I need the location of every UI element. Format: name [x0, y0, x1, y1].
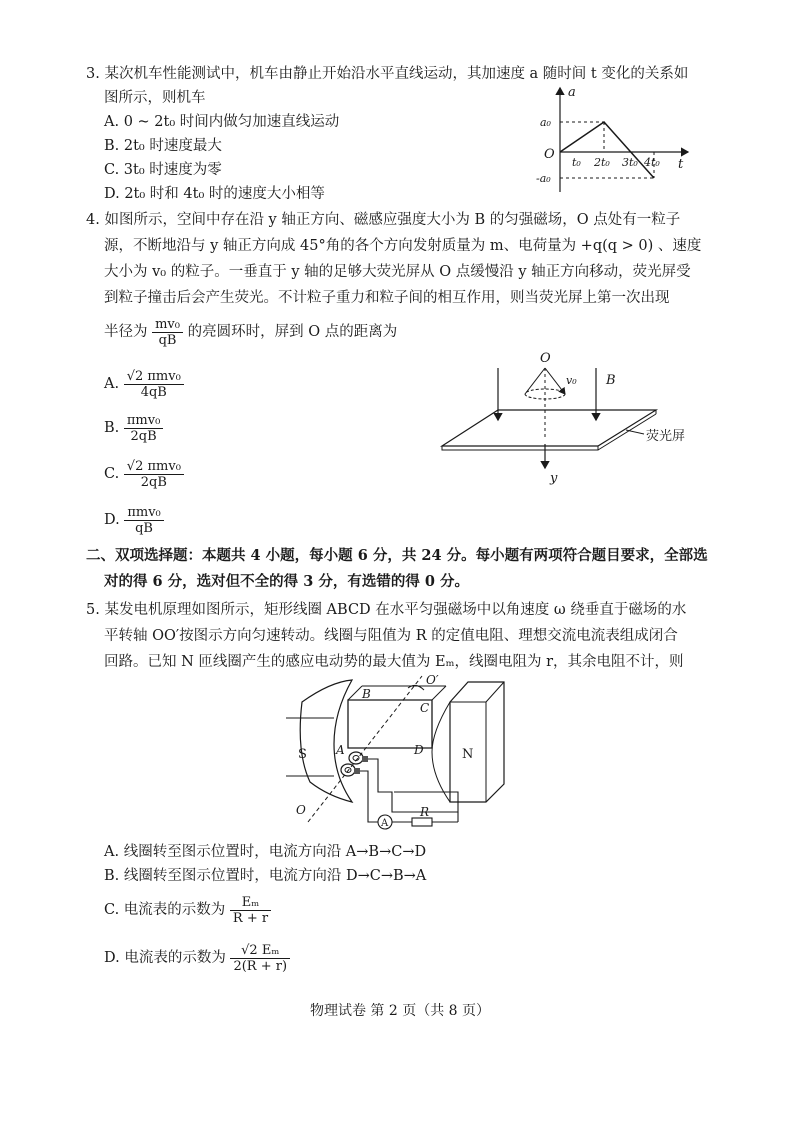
q4-magnetic-field-figure — [430, 350, 710, 490]
q4-stem-line1: 4. 如图所示，空间中存在沿 y 轴正方向、磁感应强度大小为 B 的匀强磁场，O 点处有一粒子 — [86, 212, 681, 228]
n-pole — [450, 682, 504, 802]
label-screen: 荧光屏 — [646, 429, 686, 444]
q4-option-c: C. $\frac{\text{√2 πmv₀}}{2qB}$ — [104, 456, 184, 492]
label-a0: a₀ — [540, 116, 551, 129]
page-footer: 物理试卷 第 2 页（共 8 页） — [309, 1003, 491, 1019]
q3-option-b: B. 2t₀ 时速度最大 — [104, 138, 222, 154]
label-B: B — [362, 687, 371, 701]
label-C: C — [420, 701, 430, 715]
s-pole — [300, 680, 352, 802]
a-t-curve — [560, 122, 654, 178]
label-S: S — [298, 747, 307, 762]
label-O: O — [296, 803, 306, 817]
axis-label-t: t — [678, 157, 684, 172]
label-N: N — [462, 747, 474, 762]
q3-option-d: D. 2t₀ 时和 4t₀ 时的速度大小相等 — [104, 186, 325, 202]
q4-stem-line2: 源，不断地沿与 y 轴正方向成 45°角的各个方向发射质量为 m、电荷量为 +q(q > 0) 、速度 — [104, 238, 702, 254]
q4-stem-line3: 大小为 v₀ 的粒子。一垂直于 y 轴的足够大荧光屏从 O 点缓慢沿 y 轴正方向移动，荧光屏受 — [104, 264, 691, 280]
resistor — [412, 818, 432, 826]
q5-stem-line2: 平转轴 OO′按图示方向匀速转动。线圈与阻值为 R 的定值电阻、理想交流电流表组成闭合 — [104, 628, 678, 644]
origin-label: O — [544, 147, 555, 162]
tick-4t0: 4t₀ — [644, 156, 660, 169]
label-B: B — [606, 373, 616, 388]
q4-radius-fraction: $\frac{\text{mv₀}}{qB}$ — [152, 317, 183, 348]
label-R: R — [420, 805, 430, 819]
label-ammeter: A — [381, 818, 389, 829]
q3-stem-line1: 3. 某次机车性能测试中，机车由静止开始沿水平直线运动，其加速度 a 随时间 t 变化的关系如 — [86, 66, 689, 82]
q4-stem-line4: 到粒子撞击后会产生荧光。不计粒子重力和粒子间的相互作用，则当荧光屏上第一次出现 — [104, 290, 670, 306]
label-A: A — [336, 743, 345, 757]
q3-option-c: C. 3t₀ 时速度为零 — [104, 162, 222, 178]
label-D: D — [414, 743, 424, 757]
q5-option-a: A. 线圈转至图示位置时，电流方向沿 A→B→C→D — [104, 844, 427, 860]
q4-option-d: D. $\frac{\text{πmv₀}}{qB}$ — [104, 502, 164, 538]
q5-generator-figure — [282, 672, 512, 842]
q5-option-c: C. 电流表的示数为 $\frac{\text{Eₘ}}{R + r}$ — [104, 892, 271, 928]
q4-stem-line5: 半径为 $\frac{\text{mv₀}}{qB}$ 的亮圆环时，屏到 O 点的距离为 — [104, 316, 398, 348]
tick-t0: t₀ — [572, 156, 581, 169]
q5-stem-line1: 5. 某发电机原理如图所示，矩形线圈 ABCD 在水平匀强磁场中以角速度 ω 绕垂直于磁场的水 — [86, 602, 687, 618]
q3-a-t-graph — [536, 82, 696, 202]
q3-option-a: A. 0 ~ 2t₀ 时间内做匀加速直线运动 — [104, 114, 340, 130]
q5-stem-line3: 回路。已知 N 匝线圈产生的感应电动势的最大值为 Eₘ，线圈电阻为 r，其余电阻不计，则 — [104, 654, 684, 670]
q5-option-d: D. 电流表的示数为 $\frac{\text{√2 Eₘ}}{2(R + r)}$ — [104, 940, 290, 976]
label-y: y — [550, 471, 558, 486]
label-v0: v₀ — [566, 374, 577, 387]
q4-option-b: B. $\frac{\text{πmv₀}}{2qB}$ — [104, 410, 163, 446]
section2-heading-line2: 对的得 6 分，选对但不全的得 3 分，有选错的得 0 分。 — [104, 573, 470, 590]
label-O-prime: O′ — [426, 673, 439, 687]
axis-label-a: a — [568, 85, 576, 100]
section2-heading-line1: 二、双项选择题：本题共 4 小题，每小题 6 分，共 24 分。每小题有两项符合题目要求，全部选 — [86, 547, 708, 564]
label-O: O — [540, 351, 551, 366]
tick-3t0: 3t₀ — [622, 156, 638, 169]
fluorescent-screen — [442, 410, 656, 446]
tick-2t0: 2t₀ — [594, 156, 610, 169]
q5-option-b: B. 线圈转至图示位置时，电流方向沿 D→C→B→A — [104, 868, 427, 884]
label-neg-a0: -a₀ — [536, 172, 551, 185]
q3-stem-line2: 图所示，则机车 — [104, 90, 206, 106]
q4-option-a: A. $\frac{\text{√2 πmv₀}}{4qB}$ — [104, 366, 184, 402]
